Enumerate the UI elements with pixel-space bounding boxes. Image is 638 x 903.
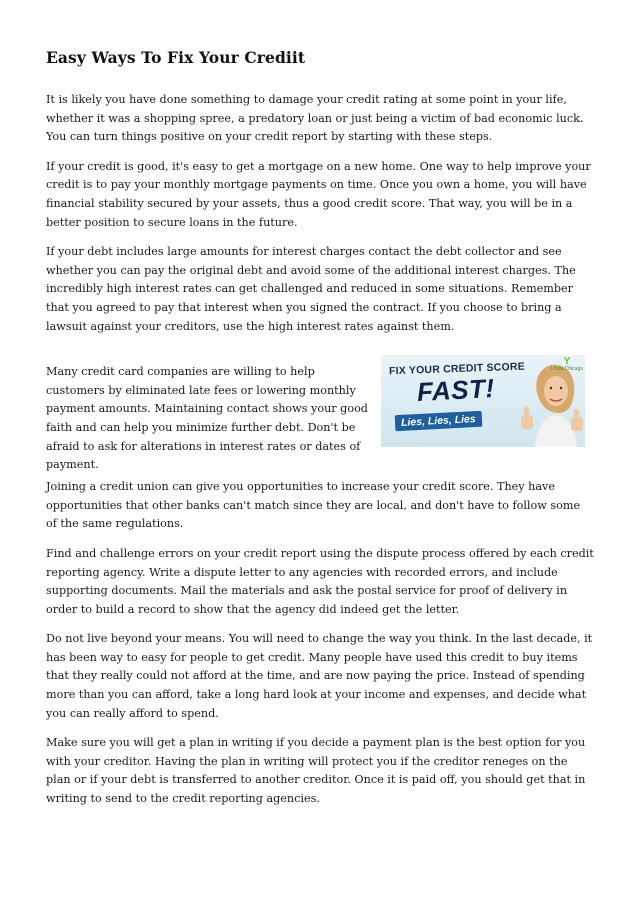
fix-credit-ad-image — [381, 355, 585, 447]
ad-headline: FIX YOUR CREDIT SCORE — [388, 360, 526, 378]
paragraph-interest: If your debt includes large amounts for interest charges contact the debt collector and see whether you can pay the original debt and avoid some of the additional interest charges. The incredibly high interest rates can get challenged and reduced in some situations. Remember that you agreed to pay that interest when you signed the contract. If you choose to bring a lawsuit against your creditors, use the high interest rates against them. — [46, 245, 576, 333]
ad-logo-text: Linda Chicago — [551, 366, 583, 373]
paragraph-with-image — [46, 356, 594, 472]
paragraph-credit-union: Joining a credit union can give you opportunities to increase your credit score. They have opportunities that other banks can't match since they are local, and don't have to follow some of the same regulations. — [46, 480, 581, 531]
paragraph-mortgage: If your credit is good, it's easy to get a mortgage on a new home. One way to help improve your credit is to pay your monthly mortgage payments on time. Once you own a home, you will have financial stability secured by your assets, thus a good credit score. That way, you will be in a better position to secure loans in the future. — [46, 159, 591, 229]
ad-fast-text: FAST! — [416, 373, 496, 408]
paragraph-means: Do not live beyond your means. You will need to change the way you think. In the last decade, it has been way to easy for people to get credit. Many people have used this credit to buy items that they really could not afford at the time, and are now paying the price. Instead of spending more than you can afford, take a long hard look at your income and expenses, and decide what you can really afford to spend. — [46, 632, 593, 720]
article-title: Easy Ways To Fix Your Crediit — [46, 48, 306, 67]
ad-logo-letter: Y — [563, 356, 571, 368]
thumbs-up-icon — [521, 407, 533, 429]
ad-tagline: Lies, Lies, Lies — [395, 411, 482, 432]
paragraph-intro: It is likely you have done something to damage your credit rating at some point in your life, whether it was a shopping spree, a predatory loan or just being a victim of bad economic luck. You can turn things positive on your credit report by starting with these steps. — [46, 93, 584, 144]
paragraph-credit-card: Many credit card companies are willing to help customers by eliminated late fees or lowering monthly payment amounts. Maintaining contact shows your good faith and can help you minimize further debt. Don't be afraid to ask for alterations in interest rates or dates of payment. — [46, 365, 368, 472]
ad-logo — [551, 357, 583, 372]
paragraph-dispute-errors: Find and challenge errors on your credit report using the dispute process offered by each credit reporting agency. Write a dispute letter to any agencies with recorded errors, and include supporting documents. Mail the materials and ask the postal service for proof of delivery in order to build a record to show that the agency did indeed get the letter. — [46, 546, 594, 616]
paragraph-payment-plan: Make sure you will get a plan in writing if you decide a payment plan is the best option for you with your creditor. Having the plan in writing will protect you if the creditor reneges on the plan or if your debt is transferred to another creditor. Once it is paid off, you should get that in writing to send to the credit reporting agencies. — [46, 736, 586, 806]
document-page — [46, 48, 594, 820]
